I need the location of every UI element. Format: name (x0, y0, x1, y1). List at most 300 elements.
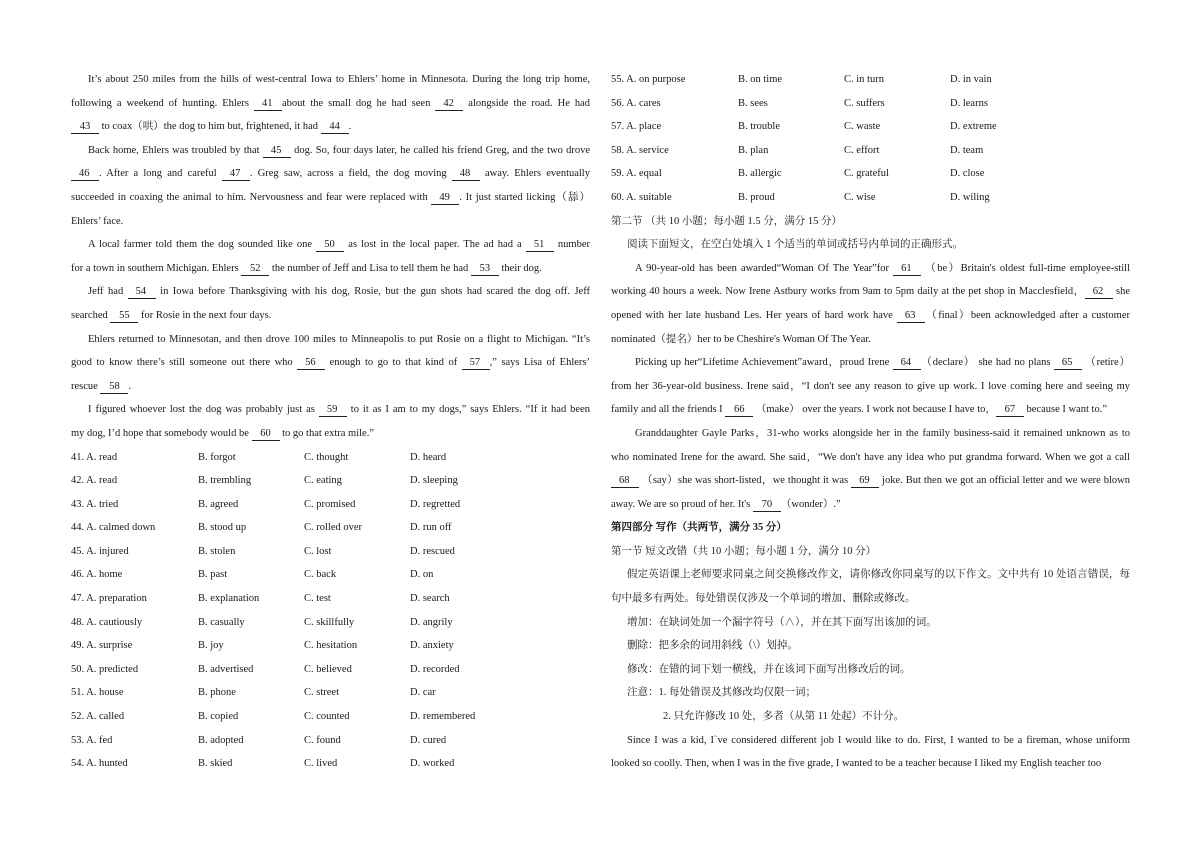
text-line (611, 375, 1130, 399)
option-d: D. search (410, 593, 450, 605)
text-segment: Back home, Ehlers was troubled by that (88, 144, 263, 156)
cloze-paragraph (71, 68, 590, 139)
text-segment: nominated（提名）her to be Cheshire's Woman Of The Year. (611, 333, 871, 345)
option-cell-d (410, 705, 590, 729)
option-b: B. proud (738, 191, 775, 203)
option-cell-b (198, 493, 304, 517)
option-cell-b (738, 162, 844, 186)
text-line (611, 328, 1130, 352)
answer-blank: 60 (252, 428, 280, 441)
answer-blank: 42 (435, 98, 463, 111)
option-b: B. trembling (198, 475, 252, 487)
option-row (611, 92, 1130, 116)
option-a: A. fed (86, 734, 113, 746)
text-segment: from her 36-year-old business. Irene said，“I don't see any reason to give up work. I love coming here and seeing my (611, 380, 1130, 392)
option-cell-d (410, 469, 590, 493)
option-a: A. calmed down (86, 522, 156, 534)
text-segment: . After a long and careful (99, 168, 222, 180)
text-line (71, 233, 590, 257)
text-segment: to it as I am to my dogs,” says Ehlers. “If it had been (346, 404, 590, 416)
option-cell-d (410, 516, 590, 540)
option-cell-b (738, 115, 844, 139)
option-cell-c (304, 681, 410, 705)
option-a: A. service (626, 144, 669, 156)
option-d: D. anxiety (410, 640, 454, 652)
option-c: C. thought (304, 451, 349, 463)
option-row (71, 493, 590, 517)
cloze-paragraph (71, 398, 590, 445)
text-segment: . (128, 380, 132, 392)
answer-blank: 64 (893, 357, 921, 370)
option-row (71, 587, 590, 611)
text-segment: good to know there’s still someone out there who (71, 357, 298, 369)
option-cell-c (304, 752, 410, 776)
answer-blank: 58 (100, 381, 128, 394)
text-line (611, 446, 1130, 470)
text-segment: 假定英语课上老师要求同桌之间交换修改作文，请你修改你同桌写的以下作文。文中共有 10 处语言错误，每 (627, 569, 1130, 581)
cloze-paragraph (71, 328, 590, 399)
question-number: 48. (71, 616, 85, 628)
option-c: C. street (304, 687, 339, 699)
option-a: A. cares (626, 97, 661, 109)
question-number: 43. (71, 498, 85, 510)
essay-passage (611, 729, 1130, 776)
text-segment: about the small dog he had seen (282, 97, 436, 109)
option-cell-a (71, 729, 198, 753)
option-cell-b (198, 752, 304, 776)
question-number: 42. (71, 475, 85, 487)
option-row (71, 611, 590, 635)
option-c: C. eating (304, 475, 342, 487)
answer-blank: 69 (851, 475, 879, 488)
answer-blank: 52 (241, 263, 269, 276)
option-d: D. run off (410, 522, 452, 534)
option-b: B. adopted (198, 734, 244, 746)
option-b: B. on time (738, 74, 783, 85)
option-c: C. grateful (844, 168, 889, 180)
option-d: D. in vain (950, 74, 992, 85)
option-cell-d (410, 752, 590, 776)
option-b: B. plan (738, 144, 769, 156)
option-cell-a (71, 705, 198, 729)
option-cell-c (844, 92, 950, 116)
option-c: C. lost (304, 545, 332, 557)
text-line (611, 422, 1130, 446)
option-a: A. cautiously (86, 616, 143, 628)
cloze-paragraph (71, 233, 590, 280)
option-cell-b (198, 705, 304, 729)
option-b: B. phone (198, 687, 236, 699)
option-a: A. on purpose (626, 74, 686, 85)
option-a: A. surprise (86, 640, 133, 652)
text-line (611, 563, 1130, 587)
option-cell-d (410, 611, 590, 635)
option-cell-c (304, 729, 410, 753)
option-cell-b (198, 516, 304, 540)
option-c: C. waste (844, 121, 881, 133)
section-1-heading: 第一节 短文改错（共 10 小题；每小题 1 分，满分 10 分） (611, 545, 877, 557)
option-b: B. explanation (198, 593, 260, 605)
text-segment: （make） over the years. I work not because I have to， (753, 404, 996, 416)
option-d: D. angrily (410, 616, 453, 628)
option-cell-d (410, 729, 590, 753)
answer-blank: 63 (897, 310, 925, 323)
answer-blank: 43 (71, 121, 99, 134)
option-row (71, 681, 590, 705)
option-a: A. home (86, 569, 123, 581)
option-row (611, 139, 1130, 163)
option-cell-c (304, 587, 410, 611)
left-column (71, 68, 590, 776)
text-line (611, 304, 1130, 328)
text-line (611, 351, 1130, 375)
text-segment: rescue (71, 380, 101, 392)
option-d: D. rescued (410, 545, 455, 557)
answer-blank: 66 (725, 404, 753, 417)
grammar-paragraph (611, 351, 1130, 422)
question-number: 51. (71, 687, 85, 699)
section-2-heading: 第二节 （共 10 小题；每小题 1.5 分，满分 15 分） (611, 215, 842, 227)
option-a: A. predicted (86, 663, 139, 675)
section-2-instruction: 阅读下面短文，在空白处填入 1 个适当的单词或括号内单词的正确形式。 (627, 239, 963, 251)
answer-blank: 48 (452, 168, 480, 181)
option-cell-a (71, 446, 198, 470)
option-c: C. counted (304, 711, 350, 723)
option-row (71, 705, 590, 729)
answer-blank: 45 (263, 145, 291, 158)
text-line (611, 469, 1130, 493)
option-cell-b (738, 186, 844, 210)
text-line (611, 493, 1130, 517)
option-cell-b (198, 729, 304, 753)
rule-add: 增加：在缺词处加一个漏字符号（∧），并在其下面写出该加的词。 (627, 616, 937, 628)
answer-blank: 57 (462, 357, 490, 370)
option-cell-c (304, 540, 410, 564)
option-c: C. in turn (844, 74, 884, 85)
text-segment: （wonder）.” (780, 498, 841, 510)
option-cell-b (738, 92, 844, 116)
text-line (71, 375, 590, 399)
text-line (71, 68, 590, 92)
rule-delete: 删除：把多余的词用斜线（\）划掉。 (627, 640, 798, 652)
option-cell-c (304, 563, 410, 587)
text-line (71, 210, 590, 234)
answer-blank: 51 (526, 239, 554, 252)
option-c: C. back (304, 569, 337, 581)
option-d: D. worked (410, 758, 455, 770)
question-number: 60. (611, 191, 625, 203)
option-c: C. rolled over (304, 522, 363, 534)
option-row (71, 658, 590, 682)
text-line (71, 398, 590, 422)
option-c: C. believed (304, 663, 352, 675)
option-a: A. suitable (626, 191, 672, 203)
option-cell-a (71, 611, 198, 635)
text-segment: alongside the road. He had (463, 97, 590, 109)
option-a: A. equal (626, 168, 662, 180)
option-a: A. injured (86, 545, 129, 557)
text-line (71, 351, 590, 375)
option-b: B. stood up (198, 522, 247, 534)
option-d: D. learns (950, 97, 988, 109)
question-number: 54. (71, 758, 85, 770)
option-cell-c (304, 493, 410, 517)
question-number: 59. (611, 168, 625, 180)
option-row (71, 729, 590, 753)
option-d: D. wiling (950, 191, 990, 203)
text-segment: for Rosie in the next four days. (138, 309, 272, 321)
text-segment: in Iowa before Thanksgiving with his dog, Rosie, but the gun shots had scared the dog off. Jeff (155, 286, 590, 298)
answer-blank: 61 (893, 263, 921, 276)
option-row (71, 446, 590, 470)
option-row (71, 634, 590, 658)
option-cell-c (304, 469, 410, 493)
option-a: A. house (86, 687, 124, 699)
option-cell-c (844, 186, 950, 210)
cloze-paragraph (71, 139, 590, 233)
option-b: B. forgot (198, 451, 236, 463)
text-segment: as lost in the local paper. The ad had a (344, 239, 526, 251)
option-cell-d (950, 162, 1130, 186)
option-cell-c (844, 68, 950, 92)
question-number: 52. (71, 711, 85, 723)
option-b: B. allergic (738, 168, 782, 180)
text-segment: joke. But then we got an official letter and we were blown (879, 475, 1130, 487)
cloze-options-left (71, 446, 590, 776)
option-b: B. casually (198, 616, 245, 628)
option-cell-b (198, 611, 304, 635)
option-cell-b (738, 68, 844, 92)
text-segment: Granddaughter Gayle Parks，31-who works alongside her in the family business-said it remained unknown as to (635, 427, 1130, 439)
option-cell-c (844, 115, 950, 139)
answer-blank: 54 (128, 286, 156, 299)
note-1: 注意：1. 每处错误及其修改均仅限一词； (627, 687, 816, 699)
text-segment: following a weekend of hunting. Ehlers (71, 97, 255, 109)
text-segment: （retire） (1081, 357, 1130, 369)
text-line (71, 328, 590, 352)
option-cell-a (611, 162, 738, 186)
option-cell-a (71, 658, 198, 682)
option-cell-d (410, 587, 590, 611)
option-cell-d (410, 681, 590, 705)
option-cell-b (738, 139, 844, 163)
option-cell-a (71, 563, 198, 587)
option-b: B. agreed (198, 498, 239, 510)
text-segment: enough to go to that kind of (325, 357, 462, 369)
option-cell-a (71, 752, 198, 776)
answer-blank: 55 (110, 310, 138, 323)
option-row (611, 162, 1130, 186)
text-segment: . It just started licking（舔） (459, 191, 590, 203)
text-segment: their dog. (498, 262, 542, 274)
option-c: C. skillfully (304, 616, 355, 628)
option-d: D. recorded (410, 663, 460, 675)
option-row (71, 752, 590, 776)
rule-modify: 修改：在错的词下划一横线，并在该词下面写出修改后的词。 (627, 663, 911, 675)
option-c: C. test (304, 593, 331, 605)
text-segment: to coax（哄）the dog to him but, frightened, it had (99, 121, 321, 133)
text-segment: away. We are so proud of her. It's (611, 498, 753, 510)
option-cell-a (71, 493, 198, 517)
answer-blank: 44 (321, 121, 349, 134)
answer-blank: 49 (431, 192, 459, 205)
answer-blank: 47 (222, 168, 250, 181)
option-d: D. cured (410, 734, 447, 746)
question-number: 49. (71, 640, 85, 652)
option-cell-d (410, 634, 590, 658)
answer-blank: 46 (71, 168, 99, 181)
option-cell-c (304, 658, 410, 682)
text-segment: the number of Jeff and Lisa to tell them he had (269, 262, 471, 274)
option-cell-a (611, 186, 738, 210)
option-cell-b (198, 634, 304, 658)
text-segment: family and all the friends I (611, 404, 726, 416)
text-line (71, 422, 590, 446)
option-c: C. suffers (844, 97, 885, 109)
text-line (71, 162, 590, 186)
text-segment: searched (71, 309, 111, 321)
grammar-paragraph (611, 257, 1130, 351)
option-cell-a (611, 68, 738, 92)
option-c: C. wise (844, 191, 876, 203)
option-d: D. team (950, 144, 984, 156)
option-cell-b (198, 563, 304, 587)
option-cell-c (844, 139, 950, 163)
text-segment: away. Ehlers eventually (479, 168, 590, 180)
option-cell-d (410, 540, 590, 564)
text-line (611, 587, 1130, 611)
option-b: B. past (198, 569, 228, 581)
option-a: A. read (86, 475, 118, 487)
option-cell-a (71, 540, 198, 564)
option-cell-d (950, 186, 1130, 210)
option-cell-b (198, 658, 304, 682)
option-d: D. on (410, 569, 434, 581)
option-cell-d (950, 115, 1130, 139)
grammar-paragraph (611, 422, 1130, 516)
note-2: 2. 只允许修改 10 处，多者（从第 11 处起）不计分。 (663, 711, 905, 723)
text-line (71, 304, 590, 328)
answer-blank: 50 (316, 239, 344, 252)
option-c: C. found (304, 734, 341, 746)
question-number: 53. (71, 734, 85, 746)
text-segment: for a town in southern Michigan. Ehlers (71, 262, 242, 274)
text-segment: Ehlers’ face. (71, 215, 124, 227)
option-cell-d (950, 68, 1130, 92)
option-cell-d (950, 139, 1130, 163)
error-correction-instruction (611, 563, 1130, 610)
option-cell-b (198, 540, 304, 564)
text-segment: succeeded in coaxing the animal to him. Nervousness and fear were replaced with (71, 191, 432, 203)
text-segment: （final）been acknowledged after a customer (924, 309, 1130, 321)
text-segment: . Greg saw, across a field, the dog moving (249, 168, 452, 180)
option-cell-d (410, 446, 590, 470)
text-segment: It’s about 250 miles from the hills of west-central Iowa to Ehlers’ home in Minnesota. During the long trip home, (88, 74, 590, 85)
question-number: 58. (611, 144, 625, 156)
option-d: D. regretted (410, 498, 461, 510)
text-segment: opened with her late husband Les. Her years of hard work have (611, 309, 897, 321)
grammar-passage (611, 257, 1130, 517)
option-cell-c (304, 634, 410, 658)
option-d: D. sleeping (410, 475, 458, 487)
option-cell-b (198, 681, 304, 705)
option-d: D. extreme (950, 121, 997, 133)
text-segment: （be）Britain's oldest full-time employee-still (921, 262, 1130, 274)
option-d: D. car (410, 687, 436, 699)
option-d: D. close (950, 168, 985, 180)
text-line (71, 139, 590, 163)
answer-blank: 68 (611, 475, 639, 488)
text-segment: Since I was a kid, I`ve considered different job I would like to do. First, I wanted to be a fireman, whose uniform (627, 734, 1130, 746)
option-cell-a (611, 139, 738, 163)
option-row (71, 563, 590, 587)
option-cell-a (71, 681, 198, 705)
text-segment: I figured whoever lost the dog was probably just as (88, 404, 319, 416)
option-cell-c (304, 705, 410, 729)
option-cell-b (198, 446, 304, 470)
question-number: 45. (71, 545, 85, 557)
cloze-passage (71, 68, 590, 446)
answer-blank: 41 (254, 98, 282, 111)
option-d: D. remembered (410, 711, 476, 723)
text-line (71, 280, 590, 304)
option-cell-a (71, 516, 198, 540)
text-segment: my dog, I’d hope that somebody would be (71, 427, 252, 439)
text-line (71, 257, 590, 281)
right-column (611, 68, 1130, 776)
option-cell-c (844, 162, 950, 186)
option-row (611, 186, 1130, 210)
answer-blank: 70 (753, 499, 781, 512)
option-b: B. sees (738, 97, 768, 109)
text-segment: dog. So, four days later, he called his friend Greg, and the two drove (290, 144, 591, 156)
answer-blank: 65 (1054, 357, 1082, 370)
option-b: B. stolen (198, 545, 236, 557)
option-c: C. promised (304, 498, 356, 510)
option-row (71, 516, 590, 540)
text-line (611, 729, 1130, 753)
text-line (611, 280, 1130, 304)
option-cell-c (304, 611, 410, 635)
option-cell-b (198, 587, 304, 611)
text-line (611, 257, 1130, 281)
option-a: A. place (626, 121, 662, 133)
option-b: B. advertised (198, 663, 254, 675)
option-row (71, 469, 590, 493)
option-cell-c (304, 516, 410, 540)
option-cell-a (611, 92, 738, 116)
option-cell-d (950, 92, 1130, 116)
option-c: C. hesitation (304, 640, 358, 652)
question-number: 44. (71, 522, 85, 534)
question-number: 56. (611, 97, 625, 109)
text-segment: 句中最多有两处。每处错误仅涉及一个单词的增加、删除或修改。 (611, 593, 916, 605)
text-segment: A local farmer told them the dog sounded like one (88, 239, 317, 251)
text-line (611, 752, 1130, 776)
option-cell-b (198, 469, 304, 493)
option-row (71, 540, 590, 564)
text-segment: she (1112, 286, 1130, 298)
text-line (611, 398, 1130, 422)
text-segment: （say）she was short-listed，we thought it was (639, 475, 852, 487)
option-c: C. effort (844, 144, 880, 156)
cloze-paragraph (71, 280, 590, 327)
text-segment: Ehlers returned to Minnesotan, and then drove 100 miles to Minneapolis to put Rosie on a flight to Michigan. “It’s (88, 333, 590, 345)
option-a: A. read (86, 451, 118, 463)
option-c: C. lived (304, 758, 338, 770)
option-cell-a (611, 115, 738, 139)
text-line (71, 115, 590, 139)
